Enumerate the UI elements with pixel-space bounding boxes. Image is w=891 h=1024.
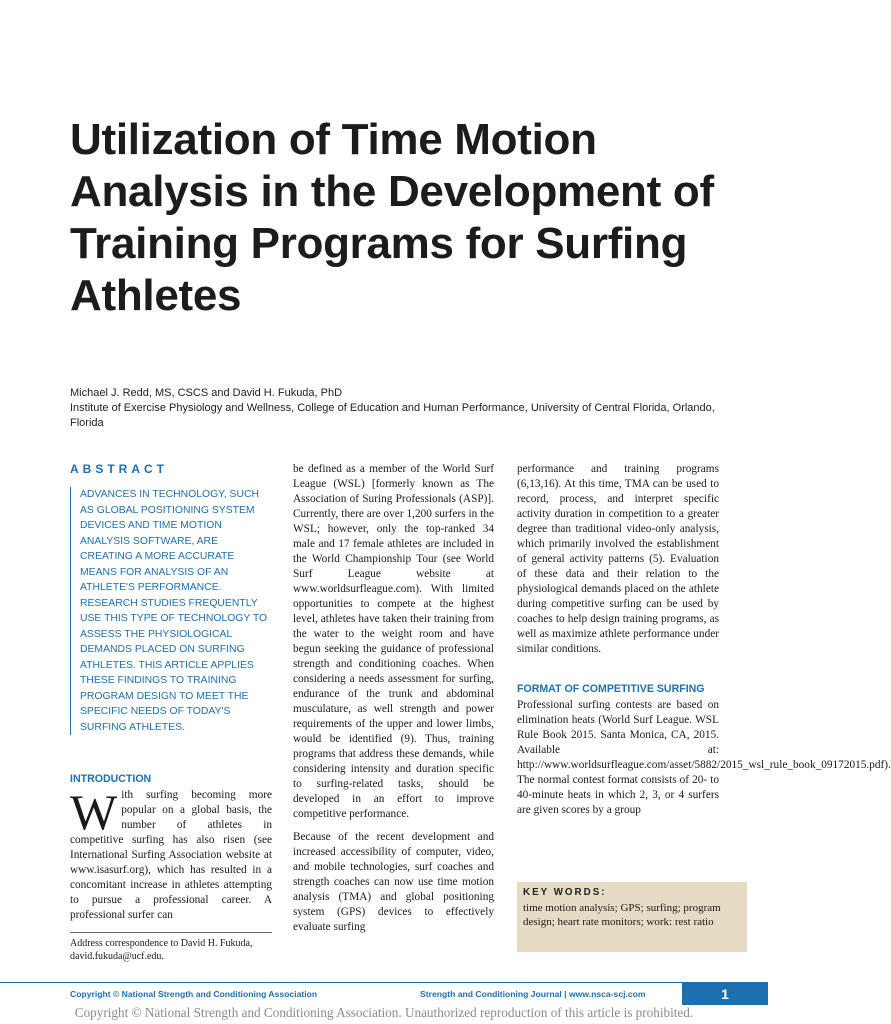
keywords-box (517, 882, 747, 952)
introduction-paragraph (70, 784, 272, 923)
keywords-list: time motion analysis; GPS; surfing; program design; heart rate monitors; work: rest ratio (523, 902, 721, 928)
footer-journal: Strength and Conditioning Journal | www.nsca-scj.com (420, 989, 646, 999)
copyright-notice: Copyright © National Strength and Conditioning Association. Unauthorized reproduction of this article is prohibited. (74, 1005, 694, 1020)
footer-copyright: Copyright © National Strength and Conditioning Association (70, 989, 318, 999)
column-1 (70, 462, 272, 963)
correspondence-footnote: Address correspondence to David H. Fukuda, david.fukuda@ucf.edu. (70, 932, 272, 963)
column-3-paragraph-1: performance and training programs (6,13,16). At this time, TMA can be used to record, process, and interpret specific activity duration in competition to a greater degree than traditional video-only analysis, which primarily involved the establishment of general activity patterns (5). Evaluation of these data and their relation to the physiological demands placed on the athlete during competitive surfing can be used by coaches to help design training programs, as well as maximize athlete performance under similar conditions. (517, 463, 719, 655)
column-3 (517, 462, 891, 818)
format-heading: FORMAT OF COMPETITIVE SURFING (517, 683, 705, 695)
page-number: 1 (682, 983, 768, 1005)
article-title: Utilization of Time Motion Analysis in the Development of Training Programs for Surfing Athletes (70, 115, 714, 320)
introduction-text: ith surfing becoming more popular on a global basis, the number of athletes in competitive surfing has also risen (see International Surfing Association website at www.isasurf.org), which has resulted in a concomitant increase in athletes attempting to pursue a professional career. A professional surfer can (70, 789, 272, 921)
affiliation: Institute of Exercise Physiology and Wellness, College of Education and Human Performance, University of Central Florida, Orlando, Florida (70, 402, 715, 429)
page-footer (0, 982, 768, 1005)
abstract-body: ADVANCES IN TECHNOLOGY, SUCH AS GLOBAL POSITIONING SYSTEM DEVICES AND TIME MOTION ANALYSIS SOFTWARE, ARE CREATING A MORE ACCURATE MEANS FOR ANALYSIS OF AN ATHLETE'S PERFORMANCE. RESEARCH STUDIES FREQUENTLY USE THIS TYPE OF TECHNOLOGY TO ASSESS THE PHYSIOLOGICAL DEMANDS PLACED ON SURFING ATHLETES. THIS ARTICLE APPLIES THESE FINDINGS TO TRAINING PROGRAM DESIGN TO MEET THE SPECIFIC NEEDS OF TODAY'S SURFING ATHLETES. (70, 487, 272, 735)
drop-cap: W (70, 784, 118, 840)
keywords-heading: KEY WORDS: (523, 887, 607, 898)
introduction-heading: INTRODUCTION (70, 773, 152, 785)
column-2 (293, 462, 494, 935)
abstract-heading: ABSTRACT (70, 462, 168, 476)
authors: Michael J. Redd, MS, CSCS and David H. Fukuda, PhD (70, 387, 343, 399)
column-2-paragraph-1: be defined as a member of the World Surf League (WSL) [formerly known as The Association of Suring Professionals (ASP)]. Currently, there are over 1,200 surfers in the WSL; however, only the top-ranked 34 male and 17 female athletes are included in the World Championship Tour (see World Surf League website at www.worldsurfleague.com). With limited opportunities to compete at the highest level, athletes have taken their training from the water to the weight room and have begun seeking the guidance of professional strength and conditioning coaches. When considering a needs assessment for surfing, endurance of the trunk and abdominal musculature, as well strength and power requirements of the upper and lower limbs, would be identified (9). Thus, training programs that address these demands, while considering intensity and duration specific to surfing-related tasks, should be developed in an effort to improve competitive performance. (293, 463, 494, 820)
column-3-paragraph-2: Professional surfing contests are based on elimination heats (World Surf League. WSL Rule Book 2015. Santa Monica, CA, 2015. Available at: http://www.worldsurfleague.com/asset/5882/2015_wsl_rule_book_09172015.pdf). The normal contest format consists of 20- to 40-minute heats in which 2, 3, or 4 surfers are given scores by a group (517, 699, 891, 816)
column-2-paragraph-2: Because of the recent development and increased accessibility of computer, video, and mobile technologies, surf coaches and strength coaches can now use time motion analysis (TMA) and global positioning system (GPS) devices to effectively evaluate surfing (293, 831, 494, 933)
author-block (70, 386, 730, 431)
